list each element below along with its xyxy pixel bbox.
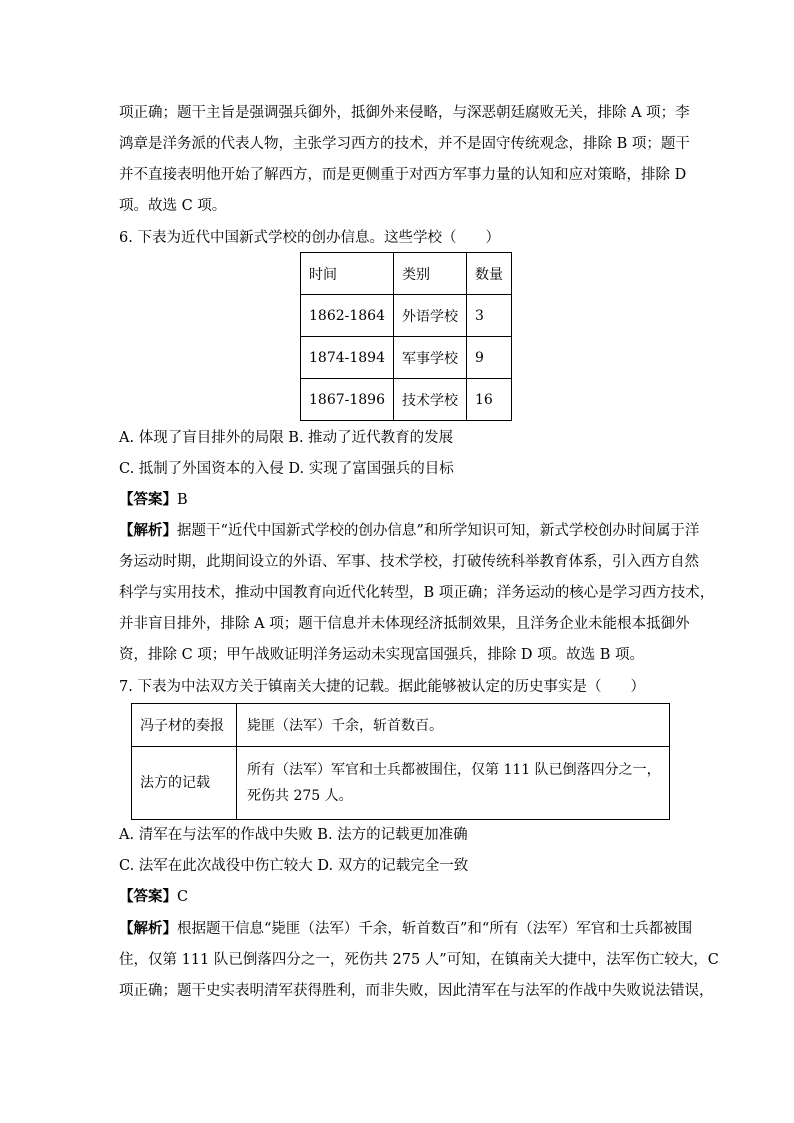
value-line: 所有（法军）军官和士兵都被围住，仅第 111 队已倒落四分之一， xyxy=(247,762,661,778)
table-header-row xyxy=(301,253,512,295)
table-cell: 9 xyxy=(467,337,512,379)
table-row xyxy=(132,747,670,820)
analysis-text: 据题干“近代中国新式学校的创办信息”和所学知识可知，新式学校创办时间属于洋 xyxy=(177,523,700,539)
q6-analysis-line-5: 资，排除 C 项；甲午战败证明洋务运动未实现富国强兵，排除 D 项。故选 B 项。 xyxy=(119,647,645,663)
table-key-cell: 冯子材的奏报 xyxy=(132,704,237,747)
table-cell: 3 xyxy=(467,295,512,337)
q6-stem: 6. 下表为近代中国新式学校的创办信息。这些学校（ ） xyxy=(119,230,500,246)
q7-table xyxy=(131,703,670,820)
value-line: 死伤共 275 人。 xyxy=(247,788,353,804)
q7-analysis-line-1 xyxy=(119,919,693,939)
q6-option-line-2: C. 抵制了外国资本的入侵 D. 实现了富国强兵的目标 xyxy=(119,461,454,477)
answer-value: B xyxy=(177,492,188,508)
answer-label: 【答案】 xyxy=(119,491,177,508)
q6-analysis-line-1 xyxy=(119,521,700,541)
q6-option-line-1: A. 体现了盲目排外的局限 B. 推动了近代教育的发展 xyxy=(119,430,454,446)
table-header-cell: 数量 xyxy=(467,253,512,295)
q6-analysis-line-3: 科学与实用技术，推动中国教育向近代化转型，B 项正确；洋务运动的核心是学习西方技术， xyxy=(119,585,715,601)
table-key-cell: 法方的记载 xyxy=(132,747,237,820)
q7-analysis-line-3: 项正确；题干史实表明清军获得胜利，而非失败，因此清军在与法军的作战中失败说法错误， xyxy=(119,983,714,999)
table-cell: 16 xyxy=(467,379,512,421)
intro-line-3: 并不直接表明他开始了解西方，而是更侧重于对西方军事力量的认知和应对策略，排除 D xyxy=(119,167,687,183)
answer-value: C xyxy=(177,889,189,905)
table-row xyxy=(301,379,512,421)
table-cell: 1874-1894 xyxy=(301,337,394,379)
table-cell: 1862-1864 xyxy=(301,295,394,337)
table-cell: 1867-1896 xyxy=(301,379,394,421)
q7-answer xyxy=(119,887,679,907)
table-row xyxy=(132,704,670,747)
q7-option-line-2: C. 法军在此次战役中伤亡较大 D. 双方的记载完全一致 xyxy=(119,858,469,874)
table-value-cell: 毙匪（法军）千余，斩首数百。 xyxy=(237,704,670,747)
analysis-label: 【解析】 xyxy=(119,920,177,937)
table-cell: 外语学校 xyxy=(394,295,467,337)
q6-answer xyxy=(119,490,679,510)
answer-label: 【答案】 xyxy=(119,888,177,905)
intro-line-1: 项正确；题干主旨是强调强兵御外，抵御外来侵略，与深恶朝廷腐败无关，排除 A 项；李 xyxy=(119,105,690,121)
analysis-text: 根据题干信息“毙匪（法军）千余，斩首数百”和“所有（法军）军官和士兵都被围 xyxy=(177,921,693,937)
q7-option-line-1: A. 清军在与法军的作战中失败 B. 法方的记载更加准确 xyxy=(119,827,468,843)
table-cell: 军事学校 xyxy=(394,337,467,379)
table-header-cell: 时间 xyxy=(301,253,394,295)
analysis-label: 【解析】 xyxy=(119,522,177,539)
table-header-cell: 类别 xyxy=(394,253,467,295)
table-cell: 技术学校 xyxy=(394,379,467,421)
q7-stem: 7. 下表为中法双方关于镇南关大捷的记载。据此能够被认定的历史事实是（ ） xyxy=(119,679,645,695)
q6-analysis-line-4: 并非盲目排外，排除 A 项；题干信息并未体现经济抵制效果，且洋务企业未能根本抵御外 xyxy=(119,616,690,632)
q7-analysis-line-2: 住，仅第 111 队已倒落四分之一，死伤共 275 人”可知，在镇南关大捷中，法军伤亡较大，C xyxy=(119,952,719,968)
table-value-cell xyxy=(237,747,670,820)
table-row xyxy=(301,295,512,337)
table-row xyxy=(301,337,512,379)
q6-table xyxy=(300,252,512,421)
intro-line-4: 项。故选 C 项。 xyxy=(119,198,227,214)
q6-analysis-line-2: 务运动时期，此期间设立的外语、军事、技术学校，打破传统科举教育体系，引入西方自然 xyxy=(119,554,699,570)
intro-line-2: 鸿章是洋务派的代表人物，主张学习西方的技术，并不是固守传统观念，排除 B 项；题干 xyxy=(119,136,690,152)
